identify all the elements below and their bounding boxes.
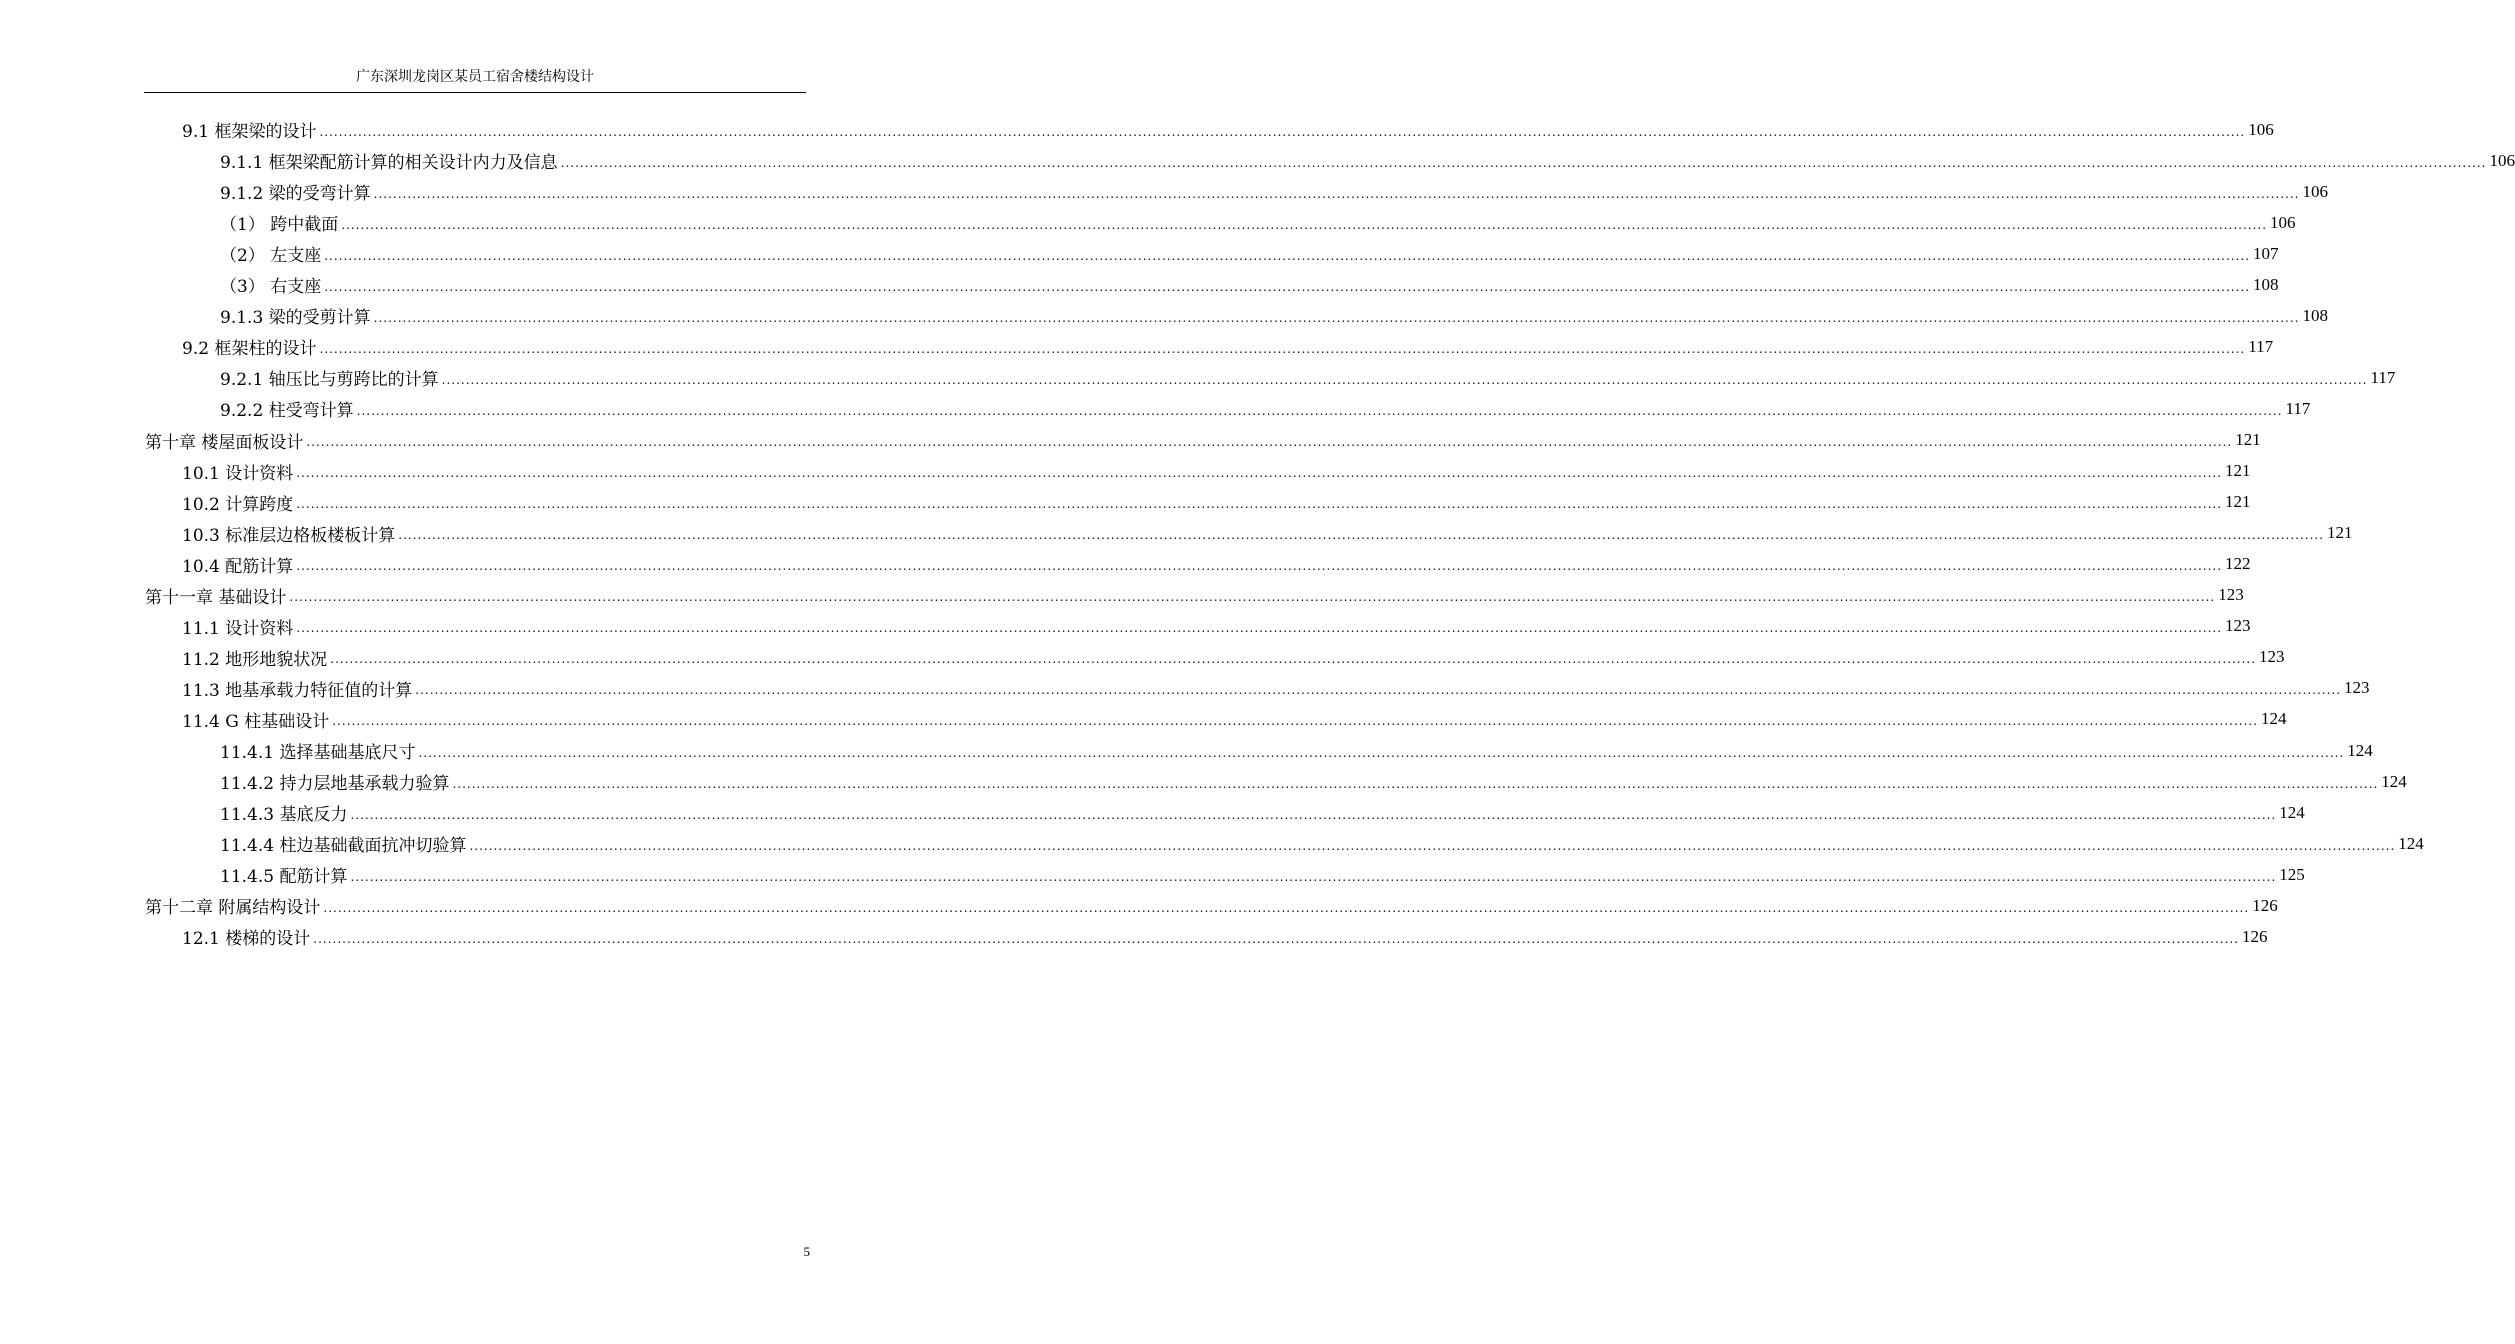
toc-entry-page: 124 <box>2279 802 2305 822</box>
toc-dot-leader: ................................................................................................................................................................................................................................................................................................................................................................................................................ <box>296 466 2223 481</box>
toc-entry[interactable] <box>182 456 2251 487</box>
toc-entry-title: 第十二章 附属结构设计 <box>145 898 321 919</box>
toc-entry[interactable] <box>182 921 2268 952</box>
toc-entry-page: 121 <box>2235 430 2261 449</box>
toc-entry-title: 12.1 楼梯的设计 <box>182 929 311 950</box>
toc-entry-title: 11.3 地基承载力特征值的计算 <box>182 680 413 701</box>
toc-entry-title: 11.2 地形地貌状况 <box>182 649 328 670</box>
toc-dot-leader: ................................................................................................................................................................................................................................................................................................................................................................................................................ <box>373 186 2300 201</box>
toc-entry-page: 108 <box>2253 274 2279 294</box>
toc-dot-leader: ................................................................................................................................................................................................................................................................................................................................................................................................................ <box>560 155 2487 170</box>
toc-dot-leader: ................................................................................................................................................................................................................................................................................................................................................................................................................ <box>306 435 2233 449</box>
toc-entry[interactable] <box>220 766 2407 797</box>
toc-entry-page: 123 <box>2225 616 2251 636</box>
toc-entry[interactable] <box>220 393 2311 424</box>
toc-entry-page: 106 <box>2489 150 2515 170</box>
toc-entry-page: 117 <box>2370 367 2396 387</box>
toc-entry[interactable] <box>182 518 2353 549</box>
toc-entry[interactable] <box>182 673 2370 704</box>
toc-entry-title: 10.1 设计资料 <box>182 463 294 484</box>
toc-entry[interactable] <box>220 300 2328 331</box>
toc-entry-page: 107 <box>2253 243 2279 263</box>
toc-entry-page: 106 <box>2270 212 2296 232</box>
toc-entry-page: 125 <box>2279 864 2305 884</box>
toc-entry-page: 108 <box>2302 305 2328 325</box>
toc-entry-page: 123 <box>2344 678 2370 698</box>
toc-entry-page: 124 <box>2381 771 2407 791</box>
toc-entry-page: 106 <box>2302 181 2328 201</box>
toc-entry[interactable] <box>220 859 2305 890</box>
toc-entry-title: 第十一章 基础设计 <box>145 587 287 608</box>
toc-dot-leader: ................................................................................................................................................................................................................................................................................................................................................................................................................ <box>330 652 2257 667</box>
toc-entry[interactable] <box>182 704 2287 735</box>
toc-entry[interactable] <box>145 580 2244 611</box>
toc-entry[interactable] <box>220 828 2424 859</box>
running-header: 广东深圳龙岗区某员工宿舍楼结构设计 <box>356 69 594 85</box>
toc-entry-title: 9.2.2 柱受弯计算 <box>220 401 354 422</box>
toc-entry[interactable] <box>182 642 2285 673</box>
toc-entry[interactable] <box>182 611 2251 642</box>
toc-entry-page: 117 <box>2285 398 2311 418</box>
toc-dot-leader: ................................................................................................................................................................................................................................................................................................................................................................................................................ <box>332 714 2259 729</box>
toc-entry-title: 11.4.3 基底反力 <box>220 805 348 826</box>
toc-entry[interactable] <box>182 549 2251 580</box>
toc-entry-title: （2） 左支座 <box>220 246 322 267</box>
toc-entry-title: 11.1 设计资料 <box>182 618 294 639</box>
toc-dot-leader: ................................................................................................................................................................................................................................................................................................................................................................................................................ <box>452 776 2379 791</box>
toc-entry[interactable] <box>145 890 2278 921</box>
toc-dot-leader: ................................................................................................................................................................................................................................................................................................................................................................................................................ <box>469 838 2396 853</box>
toc-entry-page: 121 <box>2327 523 2353 543</box>
toc-entry-title: 9.1 框架梁的设计 <box>182 122 317 142</box>
toc-dot-leader: ................................................................................................................................................................................................................................................................................................................................................................................................................ <box>319 341 2246 356</box>
toc-entry-page: 106 <box>2248 119 2274 139</box>
toc-entry-title: 第十章 楼屋面板设计 <box>145 432 304 453</box>
toc-entry-page: 121 <box>2225 461 2251 481</box>
toc-dot-leader: ................................................................................................................................................................................................................................................................................................................................................................................................................ <box>296 559 2223 574</box>
toc-entry-title: （3） 右支座 <box>220 277 322 298</box>
toc-dot-leader: ................................................................................................................................................................................................................................................................................................................................................................................................................ <box>373 310 2300 325</box>
toc-dot-leader: ................................................................................................................................................................................................................................................................................................................................................................................................................ <box>319 124 2246 139</box>
toc-entry-page: 126 <box>2242 926 2268 946</box>
toc-dot-leader: ................................................................................................................................................................................................................................................................................................................................................................................................................ <box>350 869 2277 884</box>
toc-entry-title: 11.4.1 选择基础基底尺寸 <box>220 743 416 763</box>
toc-entry-page: 122 <box>2225 554 2251 574</box>
toc-entry[interactable] <box>220 269 2279 300</box>
toc-entry[interactable] <box>145 425 2261 456</box>
toc-dot-leader: ................................................................................................................................................................................................................................................................................................................................................................................................................ <box>356 403 2283 418</box>
toc-entry-title: 9.2.1 轴压比与剪跨比的计算 <box>220 370 439 391</box>
toc-dot-leader: ................................................................................................................................................................................................................................................................................................................................................................................................................ <box>324 248 2251 263</box>
toc-entry-title: 9.1.3 梁的受剪计算 <box>220 308 371 329</box>
toc-dot-leader: ................................................................................................................................................................................................................................................................................................................................................................................................................ <box>350 807 2277 822</box>
toc-entry-title: 9.1.1 框架梁配筋计算的相关设计内力及信息 <box>220 153 558 174</box>
toc-entry[interactable] <box>220 207 2296 238</box>
toc-dot-leader: ................................................................................................................................................................................................................................................................................................................................................................................................................ <box>418 745 2345 760</box>
toc-dot-leader: ................................................................................................................................................................................................................................................................................................................................................................................................................ <box>341 217 2268 232</box>
toc-entry[interactable] <box>220 238 2279 269</box>
toc-entry-page: 123 <box>2218 585 2244 605</box>
toc-entry-page: 121 <box>2225 492 2251 512</box>
toc-entry-title: 9.1.2 梁的受弯计算 <box>220 184 371 205</box>
toc-entry[interactable] <box>182 114 2274 145</box>
page-number: 5 <box>803 1244 810 1259</box>
toc-dot-leader: ................................................................................................................................................................................................................................................................................................................................................................................................................ <box>313 931 2240 946</box>
toc-entry[interactable] <box>220 735 2373 766</box>
toc-entry-title: 10.3 标准层边格板楼板计算 <box>182 525 396 546</box>
toc-dot-leader: ................................................................................................................................................................................................................................................................................................................................................................................................................ <box>324 279 2251 294</box>
toc-entry[interactable] <box>220 797 2305 828</box>
toc-dot-leader: ................................................................................................................................................................................................................................................................................................................................................................................................................ <box>415 683 2342 698</box>
toc-dot-leader: ................................................................................................................................................................................................................................................................................................................................................................................................................ <box>441 372 2368 387</box>
toc-entry-page: 126 <box>2252 895 2278 915</box>
toc-entry[interactable] <box>182 487 2251 518</box>
toc-entry[interactable] <box>220 145 2515 176</box>
toc-entry-page: 124 <box>2347 740 2373 760</box>
header-divider <box>144 92 806 93</box>
toc-entry-title: 10.4 配筋计算 <box>182 556 294 577</box>
toc-entry-title: 11.4.5 配筋计算 <box>220 867 348 888</box>
toc-dot-leader: ................................................................................................................................................................................................................................................................................................................................................................................................................ <box>398 528 2325 543</box>
toc-entry-title: 11.4.2 持力层地基承载力验算 <box>220 774 450 795</box>
toc-dot-leader: ................................................................................................................................................................................................................................................................................................................................................................................................................ <box>296 621 2223 636</box>
toc-entry-title: 9.2 框架柱的设计 <box>182 339 317 360</box>
toc-entry-title: 11.4 G 柱基础设计 <box>182 711 330 732</box>
toc-entry-page: 123 <box>2259 647 2285 667</box>
toc-entry[interactable] <box>220 362 2396 393</box>
toc-entry-title: 11.4.4 柱边基础截面抗冲切验算 <box>220 836 467 857</box>
toc-dot-leader: ................................................................................................................................................................................................................................................................................................................................................................................................................ <box>296 497 2223 512</box>
toc-entry-page: 117 <box>2248 336 2274 356</box>
toc-entry[interactable] <box>182 331 2274 362</box>
toc-dot-leader: ................................................................................................................................................................................................................................................................................................................................................................................................................ <box>289 590 2216 605</box>
toc-dot-leader: ................................................................................................................................................................................................................................................................................................................................................................................................................ <box>323 900 2250 915</box>
toc-entry-page: 124 <box>2398 833 2424 853</box>
toc-entry-title: 10.2 计算跨度 <box>182 494 294 515</box>
toc-entry-page: 124 <box>2261 709 2287 729</box>
toc-entry[interactable] <box>220 176 2328 207</box>
toc-entry-title: （1） 跨中截面 <box>220 215 339 236</box>
